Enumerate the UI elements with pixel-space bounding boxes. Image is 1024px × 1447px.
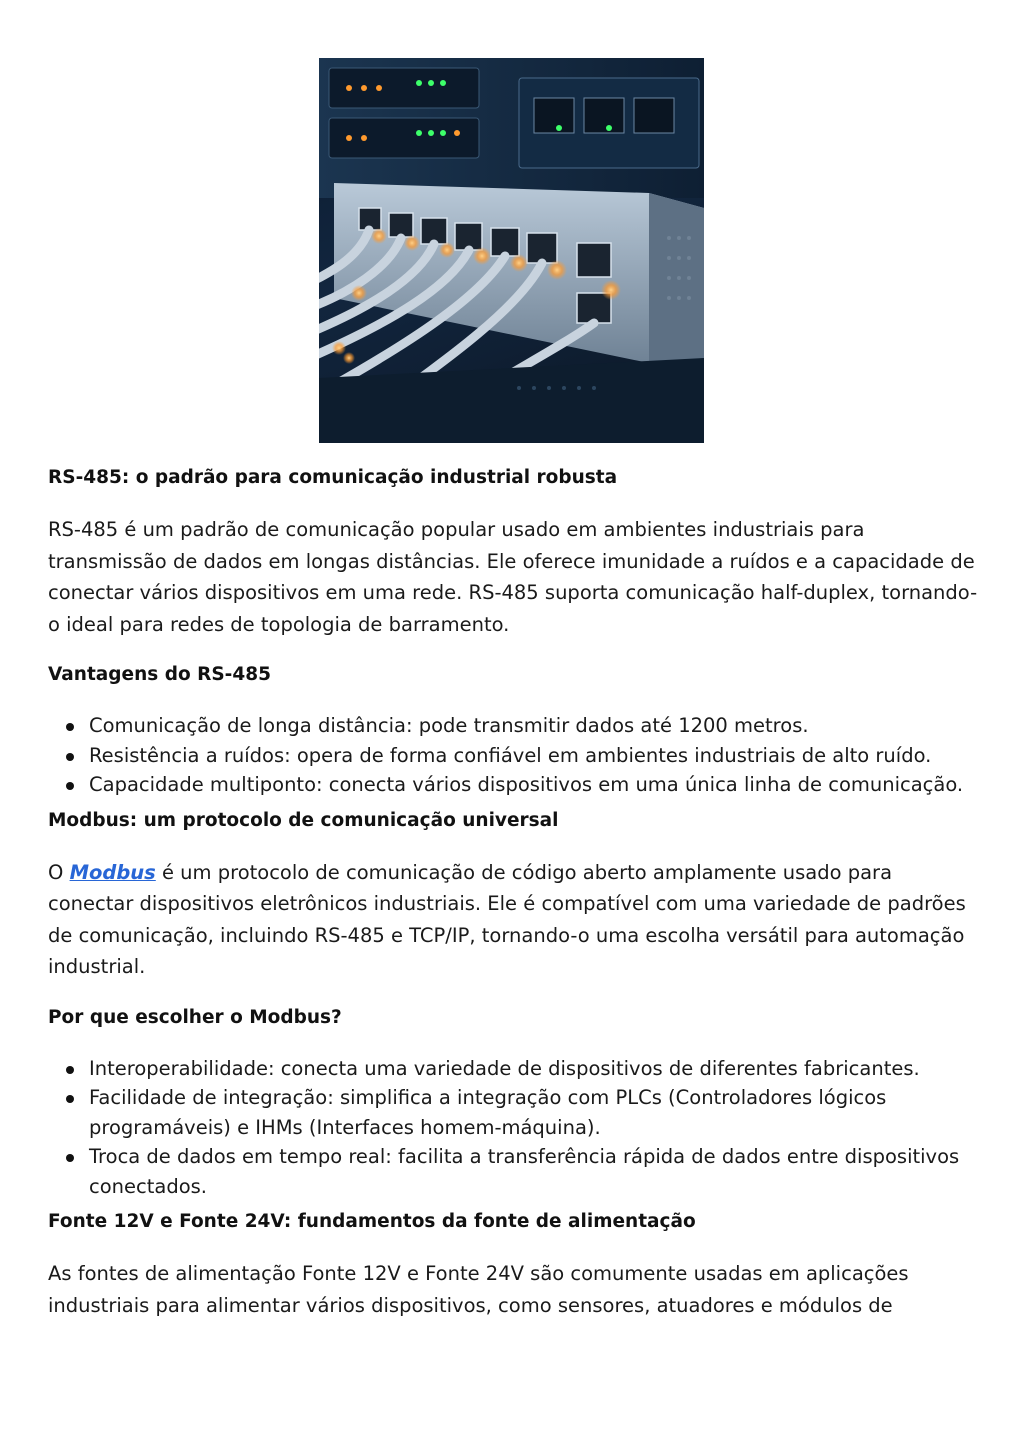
heading-modbus: Modbus: um protocolo de comunicação universal [48, 809, 559, 831]
heading-vantagens: Vantagens do RS-485 [48, 664, 271, 685]
paragraph-modbus-prefix: O [48, 860, 70, 884]
list-por-que-modbus [48, 1054, 983, 1202]
list-item: Capacidade multiponto: conecta vários dispositivos em uma única linha de comunicação. [89, 770, 983, 800]
modbus-link[interactable]: Modbus [69, 860, 156, 884]
list-item: Troca de dados em tempo real: facilita a transferência rápida de dados entre dispositivos conectados. [89, 1142, 983, 1201]
list-item: Interoperabilidade: conecta uma variedade de dispositivos de diferentes fabricantes. [89, 1054, 983, 1084]
list-item: Facilidade de integração: simplifica a integração com PLCs (Controladores lógicos programáveis) e IHMs (Interfaces homem-máquina). [89, 1083, 983, 1142]
paragraph-fontes: As fontes de alimentação Fonte 12V e Fonte 24V são comumente usadas em aplicações industriais para alimentar vários dispositivos, como sensores, atuadores e módulos de [48, 1262, 909, 1317]
heading-fontes: Fonte 12V e Fonte 24V: fundamentos da fonte de alimentação [48, 1211, 696, 1232]
paragraph-modbus-suffix: é um protocolo de comunicação de código aberto amplamente usado para conectar dispositivos eletrônicos industriais. Ele é compatível com uma variedade de padrões de comunicação, incluindo RS-485 e TCP/IP, tornando-o uma escolha versátil para automação industrial. [48, 860, 966, 978]
list-vantagens [48, 711, 983, 800]
heading-rs485: RS-485: o padrão para comunicação industrial robusta [48, 467, 618, 488]
paragraph-rs485: RS-485 é um padrão de comunicação popular usado em ambientes industriais para transmissão de dados em longas distâncias. Ele oferece imunidade a ruídos e a capacidade de conectar vários dispositivos em uma rede. RS-485 suporta comunicação half-duplex, tornando-o ideal para redes de topologia de barramento. [48, 518, 978, 636]
network-switch-image [319, 58, 704, 443]
paragraph-modbus [48, 857, 983, 983]
list-item: Comunicação de longa distância: pode transmitir dados até 1200 metros. [89, 711, 983, 741]
heading-por-que-modbus: Por que escolher o Modbus? [48, 1006, 342, 1028]
list-item: Resistência a ruídos: opera de forma confiável em ambientes industriais de alto ruído. [89, 741, 983, 771]
network-switch-photo-icon [319, 58, 704, 443]
article-body [48, 462, 983, 1321]
